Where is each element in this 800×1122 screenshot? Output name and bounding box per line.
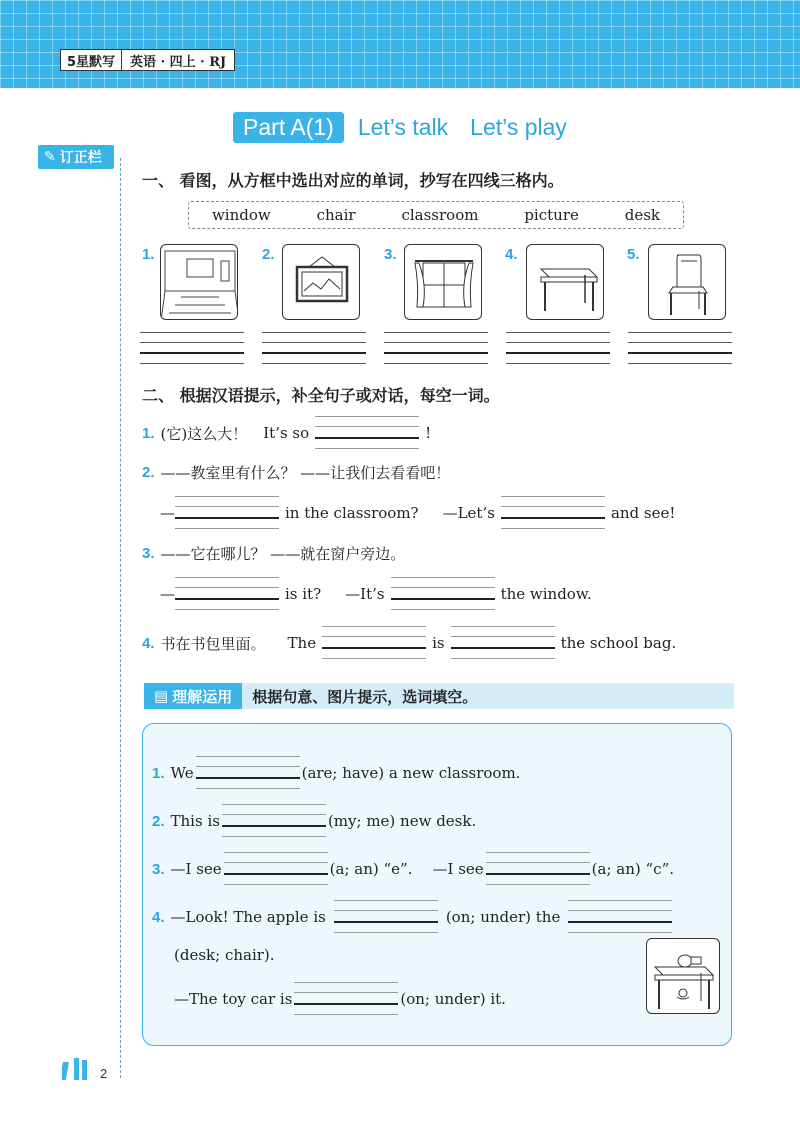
question-text: —I see <box>170 860 222 878</box>
writing-lines[interactable] <box>262 332 366 362</box>
apply-question-4 <box>152 898 672 936</box>
question-text: (a; an) “c”. <box>591 860 675 878</box>
question-2-answer <box>160 494 675 532</box>
question-3-prompt <box>142 543 405 564</box>
answer-blank[interactable] <box>175 496 279 530</box>
desk-with-toys-picture-icon <box>646 938 720 1014</box>
question-4 <box>142 624 676 662</box>
question-text: —The toy car is <box>174 990 293 1008</box>
book-brand-label <box>60 49 235 71</box>
picture-number: 4. <box>505 246 518 263</box>
question-chinese: 书在书包里面。 <box>160 634 266 653</box>
answer-blank[interactable] <box>568 900 672 934</box>
answer-blank[interactable] <box>334 900 438 934</box>
question-text: —Let’s <box>442 504 495 522</box>
answer-blank[interactable] <box>175 577 279 611</box>
correction-label: 订正栏 <box>59 150 102 166</box>
answer-blank[interactable] <box>322 626 426 660</box>
picture-number: 3. <box>384 246 397 263</box>
question-text: (my; me) new desk. <box>327 812 477 830</box>
dash: — <box>160 585 175 603</box>
brand-name: 5星默写 <box>61 50 122 70</box>
word-bank-item: classroom <box>401 206 479 224</box>
answer-blank[interactable] <box>294 982 398 1016</box>
question-3-answer <box>160 575 592 613</box>
question-text: We <box>170 764 194 782</box>
question-text: (are; have) a new classroom. <box>301 764 521 782</box>
lets-talk-title: Let’s talk <box>357 114 449 140</box>
question-text: ! <box>425 424 432 442</box>
apply-question-4-cont <box>174 946 275 964</box>
brand-subject: 英语 · 四上 · RJ <box>130 54 227 70</box>
question-text: (on; under) it. <box>400 990 506 1008</box>
question-number: 3. <box>152 860 165 878</box>
question-text: —Look! The apple is <box>170 908 326 926</box>
writing-lines[interactable] <box>140 332 244 362</box>
answer-blank[interactable] <box>391 577 495 611</box>
question-chinese: (它)这么大！ <box>160 424 248 443</box>
question-number: 1. <box>142 424 155 442</box>
apply-question-4-sub <box>174 980 506 1018</box>
word-bank-item: chair <box>316 206 356 224</box>
answer-blank[interactable] <box>224 852 328 886</box>
word-bank-box <box>188 201 684 229</box>
question-chinese: ——教室里有什么？ ——让我们去看看吧！ <box>160 464 451 482</box>
question-text: The <box>287 634 317 652</box>
picture-number: 1. <box>142 246 155 263</box>
question-number: 4. <box>142 634 155 652</box>
picture-number: 2. <box>262 246 275 263</box>
section1-heading: 一、 看图，从方框中选出对应的单词，抄写在四线三格内。 <box>142 171 564 190</box>
answer-blank[interactable] <box>315 416 419 450</box>
apply-question-2 <box>152 802 476 840</box>
question-chinese: ——它在哪儿？ ——就在窗户旁边。 <box>160 545 406 563</box>
question-text: (desk; chair). <box>174 946 275 964</box>
question-text: the school bag. <box>560 634 677 652</box>
classroom-picture-icon <box>160 244 238 320</box>
apply-question-1 <box>152 754 520 792</box>
pencil-icon: ✎ <box>44 149 56 165</box>
question-text: —It’s <box>345 585 385 603</box>
book-icon: ▤ <box>154 687 169 705</box>
question-number: 3. <box>142 545 155 562</box>
word-bank-item: picture <box>524 206 579 224</box>
framed-picture-icon <box>282 244 360 320</box>
answer-blank[interactable] <box>451 626 555 660</box>
part-label: Part A(1) <box>233 112 344 143</box>
question-text: is <box>432 634 445 652</box>
lets-play-title: Let’s play <box>470 114 567 140</box>
question-text: the window. <box>500 585 592 603</box>
question-text: and see! <box>610 504 676 522</box>
window-picture-icon <box>404 244 482 320</box>
word-bank-item: desk <box>624 206 661 224</box>
question-text: —I see <box>432 860 484 878</box>
word-bank-item: window <box>211 206 271 224</box>
question-text: This is <box>170 812 220 830</box>
section2-heading: 二、 根据汉语提示，补全句子或对话，每空一词。 <box>142 386 500 405</box>
writing-lines[interactable] <box>384 332 488 362</box>
apply-section-bar <box>144 683 734 709</box>
header-grid-banner <box>0 0 800 88</box>
margin-divider <box>120 158 121 1078</box>
answer-blank[interactable] <box>501 496 605 530</box>
writing-lines[interactable] <box>628 332 732 362</box>
apply-instruction: 根据句意、图片提示，选词填空。 <box>252 687 478 706</box>
page-title <box>0 112 800 143</box>
chair-picture-icon <box>648 244 726 320</box>
question-number: 1. <box>152 764 165 782</box>
question-text: (on; under) the <box>445 908 561 926</box>
book-spine-icon <box>62 1056 96 1084</box>
page-number: 2 <box>100 1066 108 1081</box>
answer-blank[interactable] <box>222 804 326 838</box>
question-1 <box>142 414 431 452</box>
dash: — <box>160 504 175 522</box>
apply-tag <box>144 683 242 709</box>
picture-number: 5. <box>627 246 640 263</box>
answer-blank[interactable] <box>486 852 590 886</box>
apply-question-3 <box>152 850 674 888</box>
question-number: 2. <box>142 464 155 481</box>
writing-lines[interactable] <box>506 332 610 362</box>
desk-picture-icon <box>526 244 604 320</box>
correction-column-tab <box>38 145 114 169</box>
question-text: in the classroom? <box>285 504 419 522</box>
question-number: 4. <box>152 908 165 926</box>
question-text: is it? <box>285 585 322 603</box>
answer-blank[interactable] <box>196 756 300 790</box>
question-text: It’s so <box>263 424 310 442</box>
question-text: (a; an) “e”. <box>329 860 413 878</box>
question-number: 2. <box>152 812 165 830</box>
question-2-prompt <box>142 462 450 483</box>
apply-tag-label: 理解运用 <box>172 687 233 706</box>
